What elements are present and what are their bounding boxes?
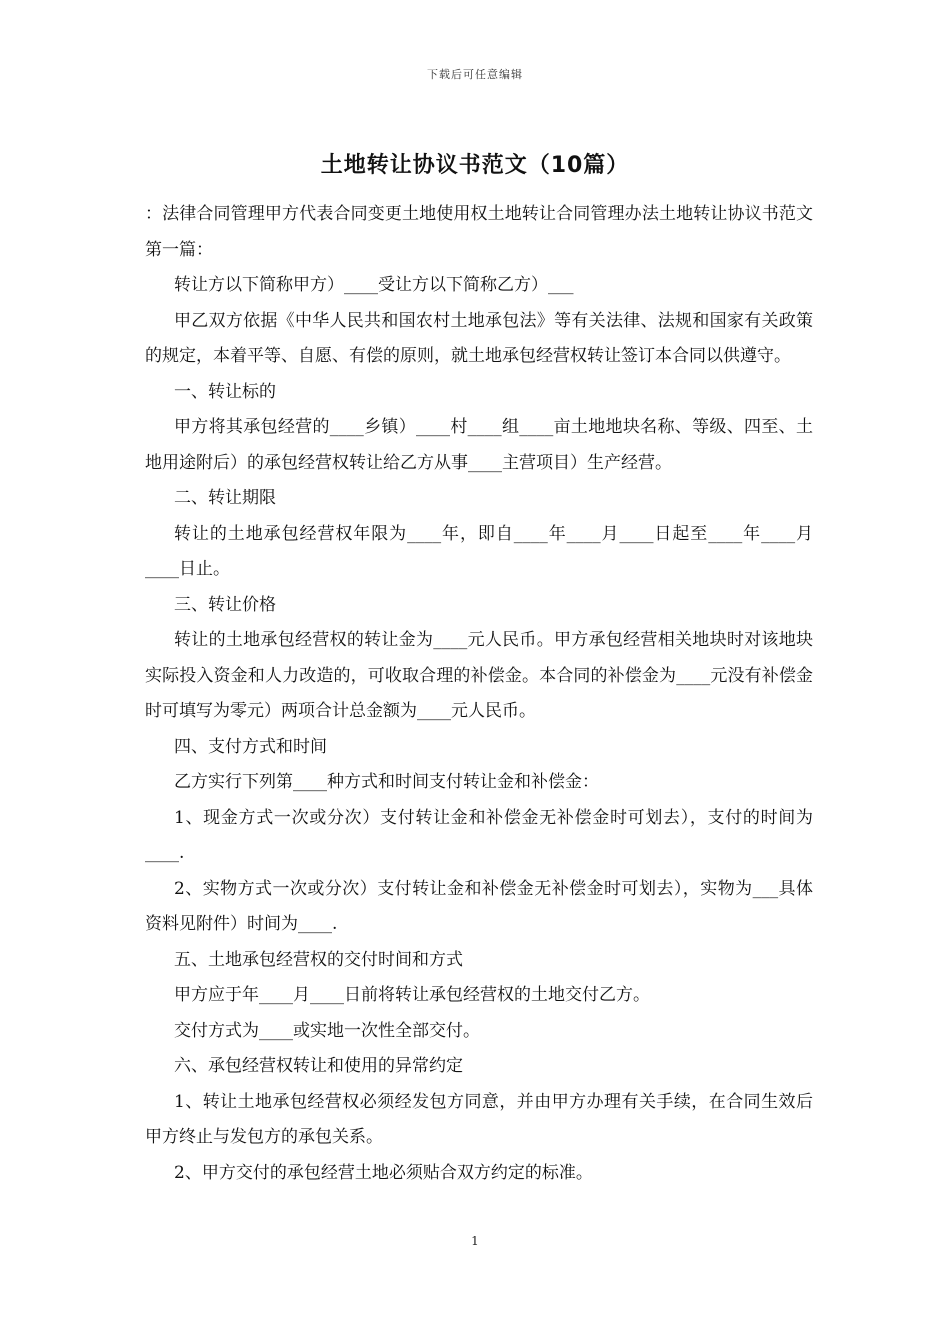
preamble-paragraph: 甲乙双方依据《中华人民共和国农村土地承包法》等有关法律、法规和国家有关政策的规定，本着平等、自愿、有偿的原则，就土地承包经营权转让签订本合同以供遵守。 (145, 310, 813, 366)
header-note: 下载后可任意编辑 (427, 68, 523, 81)
section-3-body: 转让的土地承包经营权的转让金为____元人民币。甲方承包经营相关地块时对该地块实际投入资金和人力改造的，可收取合理的补偿金。本合同的补偿金为____元没有补偿金时可填写为零元）两项合计总金额为____元人民币。 (145, 630, 813, 721)
document-body (145, 197, 813, 1191)
section-heading-3: 三、转让价格 (174, 594, 276, 615)
section-4-body: 乙方实行下列第____种方式和时间支付转让金和补偿金： (174, 772, 599, 792)
section-heading-1: 一、转让标的 (174, 381, 276, 402)
section-5-delivery: 交付方式为____或实地一次性全部交付。 (174, 1020, 480, 1041)
section-heading-5: 五、土地承包经营权的交付时间和方式 (174, 949, 463, 970)
intro-paragraph: ：法律合同管理甲方代表合同变更土地使用权土地转让合同管理办法土地转让协议书范文第一篇： (145, 204, 813, 260)
section-heading-6: 六、承包经营权转让和使用的异常约定 (174, 1056, 463, 1076)
section-4-item-1: 1、现金方式一次或分次）支付转让金和补偿金无补偿金时可划去），支付的时间为____. (145, 807, 813, 863)
section-6-item-2: 2、甲方交付的承包经营土地必须贴合双方约定的标准。 (174, 1162, 593, 1183)
page-number: 1 (471, 1234, 479, 1248)
section-2-body: 转让的土地承包经营权年限为____年，即自____年____月____日起至____年____月____日止。 (145, 523, 813, 579)
section-6-item-1: 1、转让土地承包经营权必须经发包方同意，并由甲方办理有关手续，在合同生效后甲方终止与发包方的承包关系。 (145, 1091, 813, 1147)
section-4-item-2: 2、实物方式一次或分次）支付转让金和补偿金无补偿金时可划去），实物为___具体资料见附件）时间为____. (145, 878, 813, 934)
section-1-body: 甲方将其承包经营的____乡镇）____村____组____亩土地地块名称、等级、四至、土地用途附后）的承包经营权转让给乙方从事____主营项目）生产经营。 (145, 417, 813, 473)
section-5-body: 甲方应于年____月____日前将转让承包经营权的土地交付乙方。 (174, 985, 650, 1005)
section-heading-2: 二、转让期限 (174, 488, 276, 508)
document-title: 土地转让协议书范文（10篇） (320, 153, 630, 178)
section-heading-4: 四、支付方式和时间 (174, 736, 327, 757)
parties-line: 转让方以下简称甲方）____受让方以下简称乙方）___ (174, 275, 574, 295)
